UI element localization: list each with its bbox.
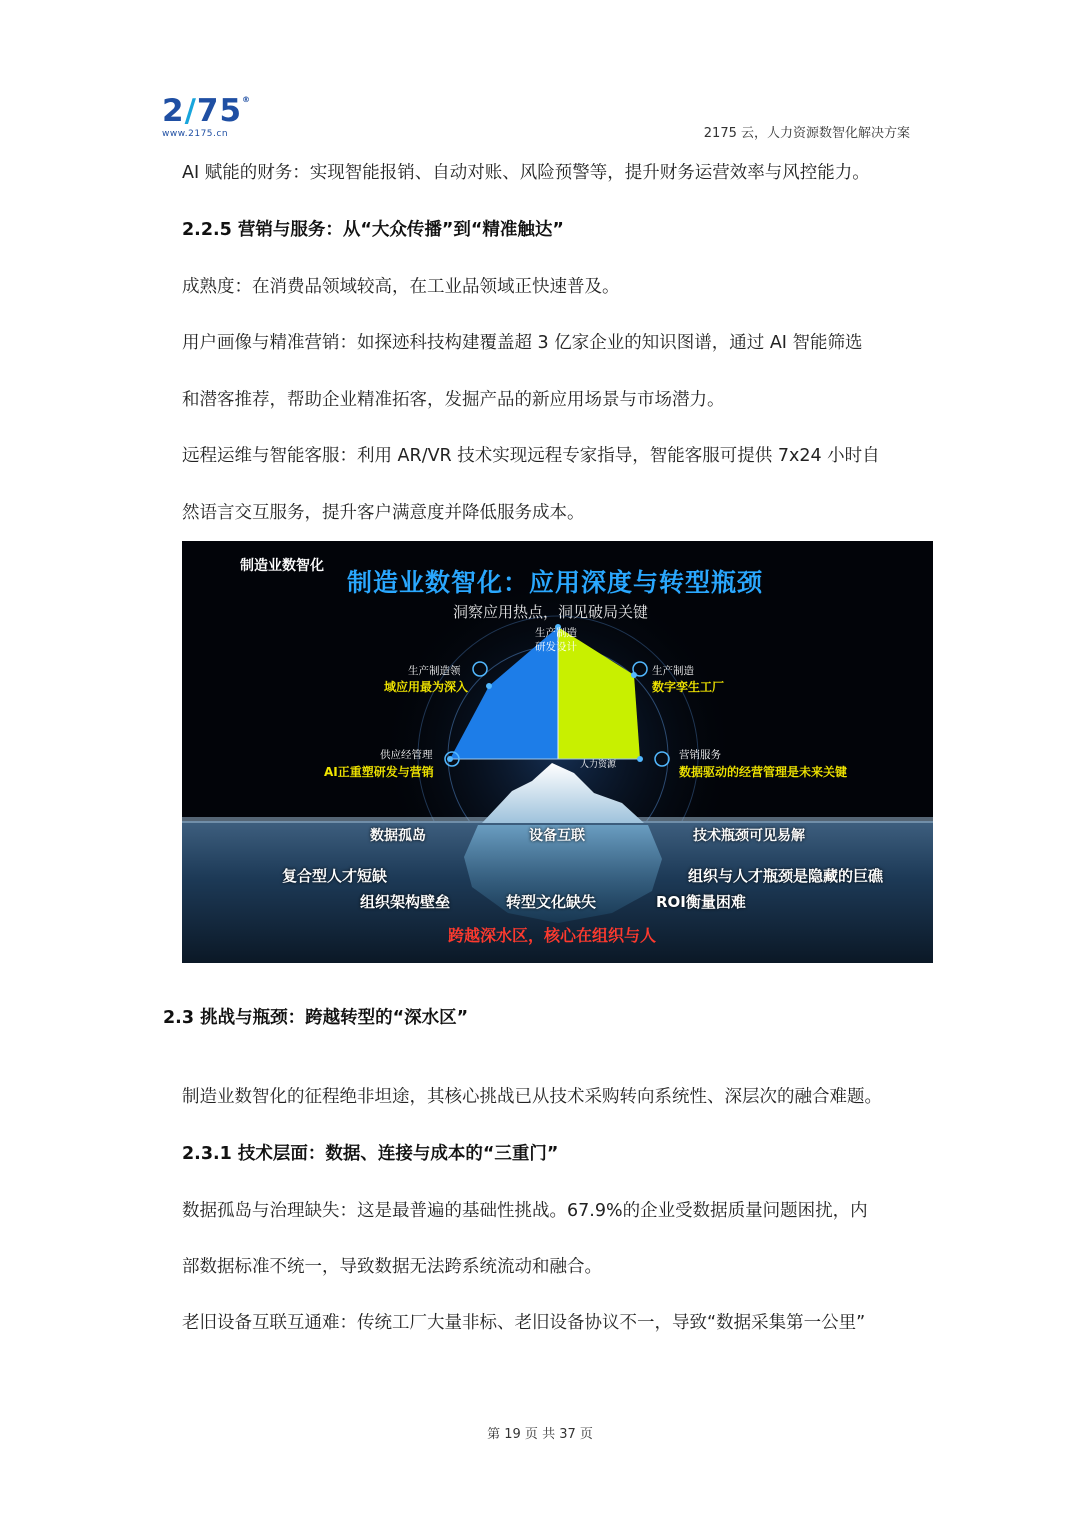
paragraph-data-silo-line1: 数据孤岛与治理缺失：这是最普遍的基础性挑战。67.9%的企业受数据质量问题困扰，内: [182, 1201, 868, 1221]
paragraph-user-profile-line2: 和潜客推荐，帮助企业精准拓客，发掘产品的新应用场景与市场潜力。: [182, 390, 725, 410]
logo-digit: 2: [162, 93, 185, 129]
label-right-top-line1: 生产制造: [652, 665, 694, 677]
figure-subtitle: 洞察应用热点，洞见破局关键: [453, 603, 649, 621]
page-number: 第 19 页 共 37 页: [487, 1427, 593, 1442]
paragraph-maturity: 成熟度：在消费品领域较高，在工业品领域正快速普及。: [182, 277, 620, 297]
axis-dot: [486, 683, 492, 689]
label-left-top-line2: 域应用最为深入: [384, 680, 469, 694]
label-talent-shortage: 复合型人才短缺: [282, 867, 388, 885]
heading-2-3-1: 2.3.1 技术层面：数据、连接与成本的“三重门”: [182, 1144, 559, 1164]
label-top-line1: 生产制造: [535, 627, 577, 639]
paragraph-user-profile-line1: 用户画像与精准营销：如探迹科技构建覆盖超 3 亿家企业的知识图谱，通过 AI 智能筛选: [182, 333, 863, 353]
axis-dot: [447, 756, 453, 762]
label-right-mid-line1: 营销服务: [679, 749, 721, 761]
paragraph-ai-finance: AI 赋能的财务：实现智能报销、自动对账、风险预警等，提升财务运营效率与风控能力。: [182, 163, 870, 183]
paragraph-remote-ops-line1: 远程运维与智能客服：利用 AR/VR 技术实现远程专家指导，智能客服可提供 7x24 小时自: [182, 446, 880, 466]
logo-url: www.2175.cn: [162, 129, 229, 139]
figure-title: 制造业数智化：应用深度与转型瓶颈: [347, 568, 764, 597]
company-logo: [162, 93, 252, 139]
infographic-image: [182, 541, 933, 963]
label-culture-gap: 转型文化缺失: [506, 893, 597, 911]
paragraph-challenges-intro: 制造业数智化的征程绝非坦途，其核心挑战已从技术采购转向系统性、深层次的融合难题。: [182, 1087, 882, 1107]
heading-2-3: 2.3 挑战与瓶颈：跨越转型的“深水区”: [163, 1008, 469, 1028]
heading-2-2-5: 2.2.5 营销与服务：从“大众传播”到“精准触达”: [182, 220, 564, 240]
figure-bottom-caption: 跨越深水区，核心在组织与人: [448, 926, 657, 945]
label-right-top-line2: 数字孪生工厂: [652, 680, 725, 694]
label-right-mid-line2: 数据驱动的经营管理是未来关键: [679, 765, 848, 779]
paragraph-legacy-devices-line1: 老旧设备互联互通难：传统工厂大量非标、老旧设备协议不一，导致“数据采集第一公里”: [182, 1313, 866, 1333]
label-data-silo: 数据孤岛: [370, 828, 426, 844]
logo-digits: 75: [196, 93, 243, 129]
axis-dot: [637, 756, 643, 762]
label-hidden-reef: 组织与人才瓶颈是隐藏的巨礁: [688, 867, 884, 885]
label-tech-bottleneck: 技术瓶颈可见易解: [693, 828, 805, 844]
label-center: 人力资源: [580, 760, 617, 770]
label-device-interconnect: 设备互联: [529, 828, 585, 844]
document-title: 2175 云，人力资源数智化解决方案: [703, 126, 910, 141]
label-left-mid-line1: 供应经管理: [380, 749, 433, 761]
label-left-top-line1: 生产制造领: [408, 665, 461, 677]
paragraph-data-silo-line2: 部数据标准不统一，导致数据无法跨系统流动和融合。: [182, 1257, 602, 1277]
label-org-barrier: 组织架构壁垒: [360, 893, 451, 911]
logo-slash: /: [184, 93, 197, 129]
paragraph-remote-ops-line2: 然语言交互服务，提升客户满意度并降低服务成本。: [182, 503, 585, 523]
label-top-line2: 研发设计: [535, 641, 577, 653]
label-left-mid-line2: AI正重塑研发与营销: [324, 765, 434, 779]
logo-registered-mark: ®: [242, 95, 252, 104]
logo-mark: [162, 93, 252, 129]
figure-corner-label: 制造业数智化: [240, 558, 324, 574]
label-roi-difficulty: ROI衡量困难: [656, 893, 746, 911]
